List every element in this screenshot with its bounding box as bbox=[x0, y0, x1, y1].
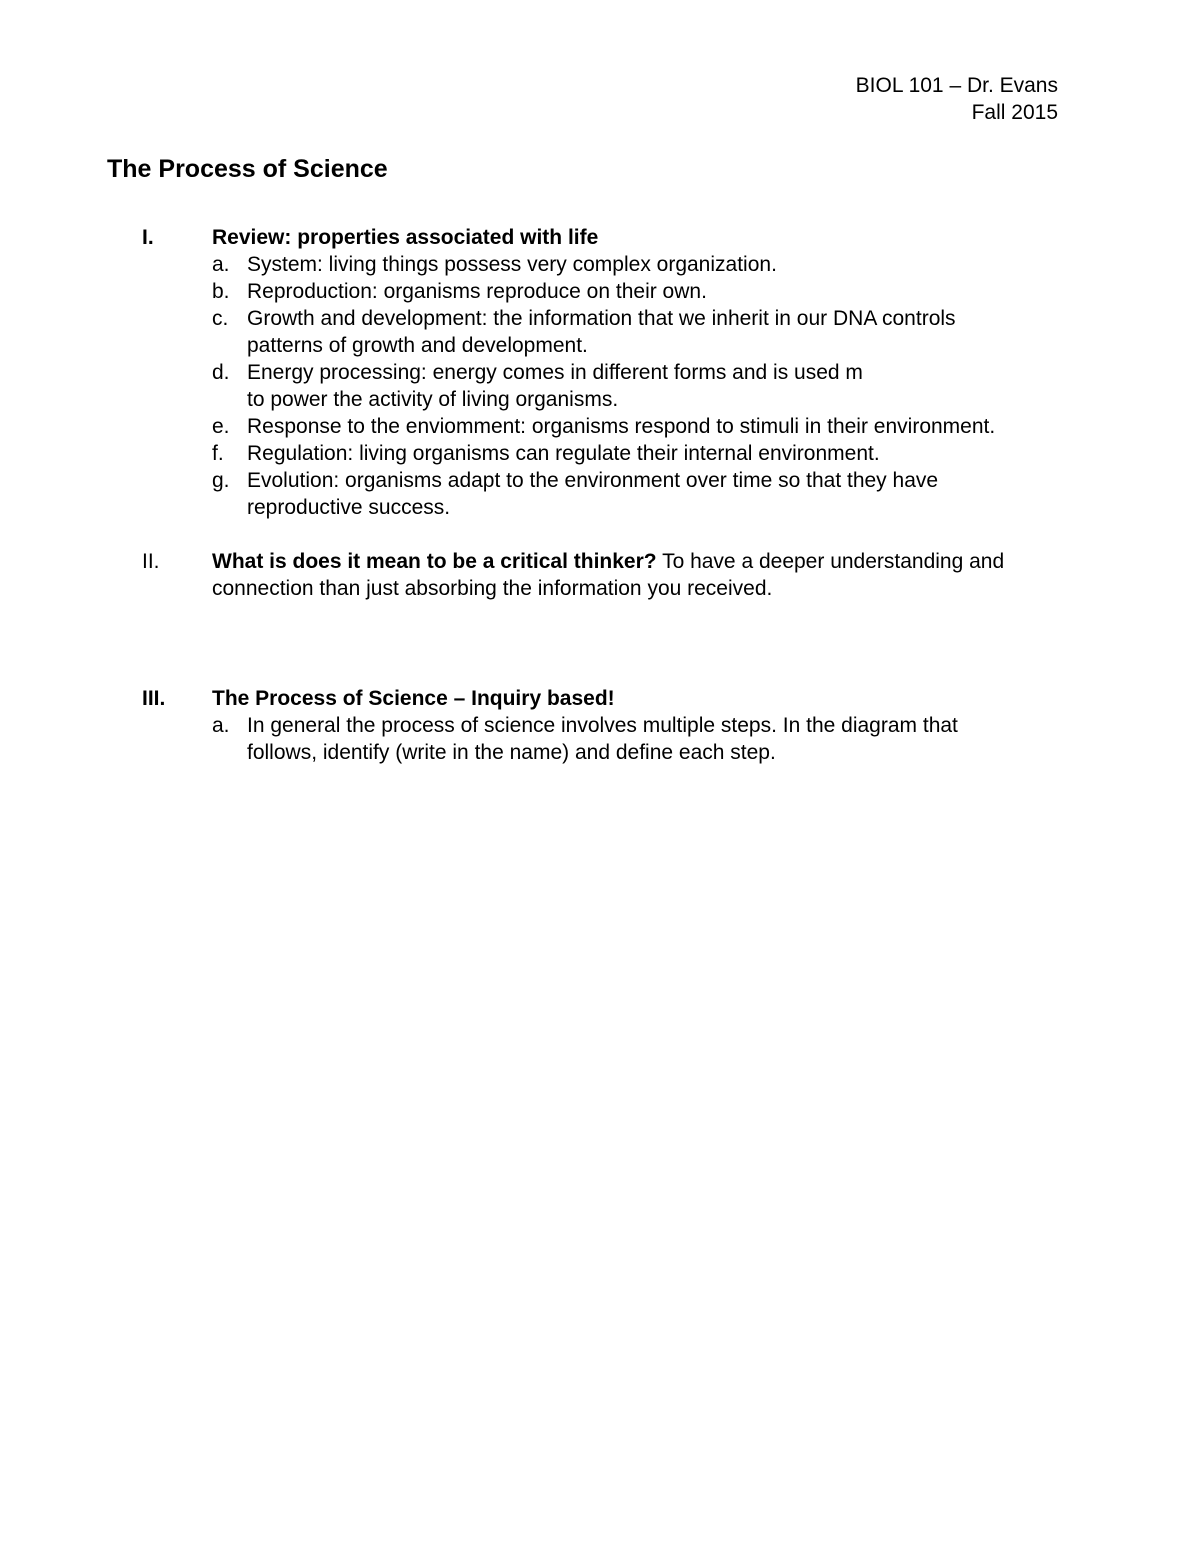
list-item bbox=[212, 278, 1102, 305]
item-letter: d. bbox=[212, 361, 230, 384]
section-3-numeral: III. bbox=[142, 687, 166, 710]
list-item bbox=[212, 712, 1102, 766]
item-text: Evolution: organisms adapt to the environment over time so that they have reproductive success. bbox=[247, 469, 939, 519]
section-1 bbox=[142, 224, 1102, 521]
list-item bbox=[212, 251, 1102, 278]
item-letter: a. bbox=[212, 253, 230, 276]
section-2-body bbox=[212, 548, 1102, 602]
list-item bbox=[212, 440, 1102, 467]
item-letter: c. bbox=[212, 307, 229, 330]
list-item bbox=[212, 413, 1102, 440]
list-item bbox=[212, 305, 1102, 359]
course-header bbox=[856, 72, 1058, 126]
section-2-numeral: II. bbox=[142, 550, 160, 573]
item-text: Energy processing: energy comes in different forms and is used m to power the activity of living organisms. bbox=[247, 361, 863, 411]
item-letter: f. bbox=[212, 442, 224, 465]
item-text: Reproduction: organisms reproduce on their own. bbox=[247, 280, 707, 303]
section-2-text: To have a deeper understanding and connection than just absorbing the information you received. bbox=[212, 550, 1005, 600]
course-term: Fall 2015 bbox=[971, 101, 1058, 124]
list-item bbox=[212, 359, 1102, 413]
item-text: System: living things possess very complex organization. bbox=[247, 253, 777, 276]
section-3 bbox=[142, 685, 1102, 766]
section-3-list bbox=[212, 712, 1102, 766]
document-title: The Process of Science bbox=[107, 155, 388, 183]
course-name: BIOL 101 – Dr. Evans bbox=[855, 74, 1058, 97]
item-letter: a. bbox=[212, 714, 230, 737]
item-text: Growth and development: the information that we inherit in our DNA controls patterns of growth and development. bbox=[247, 307, 956, 357]
item-text: Regulation: living organisms can regulate their internal environment. bbox=[247, 442, 880, 465]
section-2-heading: What is does it mean to be a critical thinker? bbox=[212, 550, 657, 573]
section-1-numeral: I. bbox=[142, 226, 154, 249]
item-text: Response to the enviomment: organisms respond to stimuli in their environment. bbox=[247, 415, 996, 438]
section-3-heading: The Process of Science – Inquiry based! bbox=[212, 687, 615, 710]
item-letter: g. bbox=[212, 469, 230, 492]
section-1-heading: Review: properties associated with life bbox=[212, 226, 599, 249]
item-letter: b. bbox=[212, 280, 230, 303]
item-letter: e. bbox=[212, 415, 230, 438]
section-1-list bbox=[212, 251, 1102, 521]
item-text: In general the process of science involves multiple steps. In the diagram that follows, identify (write in the name) and define each step. bbox=[247, 714, 958, 764]
list-item bbox=[212, 467, 1102, 521]
section-2 bbox=[142, 548, 1102, 602]
